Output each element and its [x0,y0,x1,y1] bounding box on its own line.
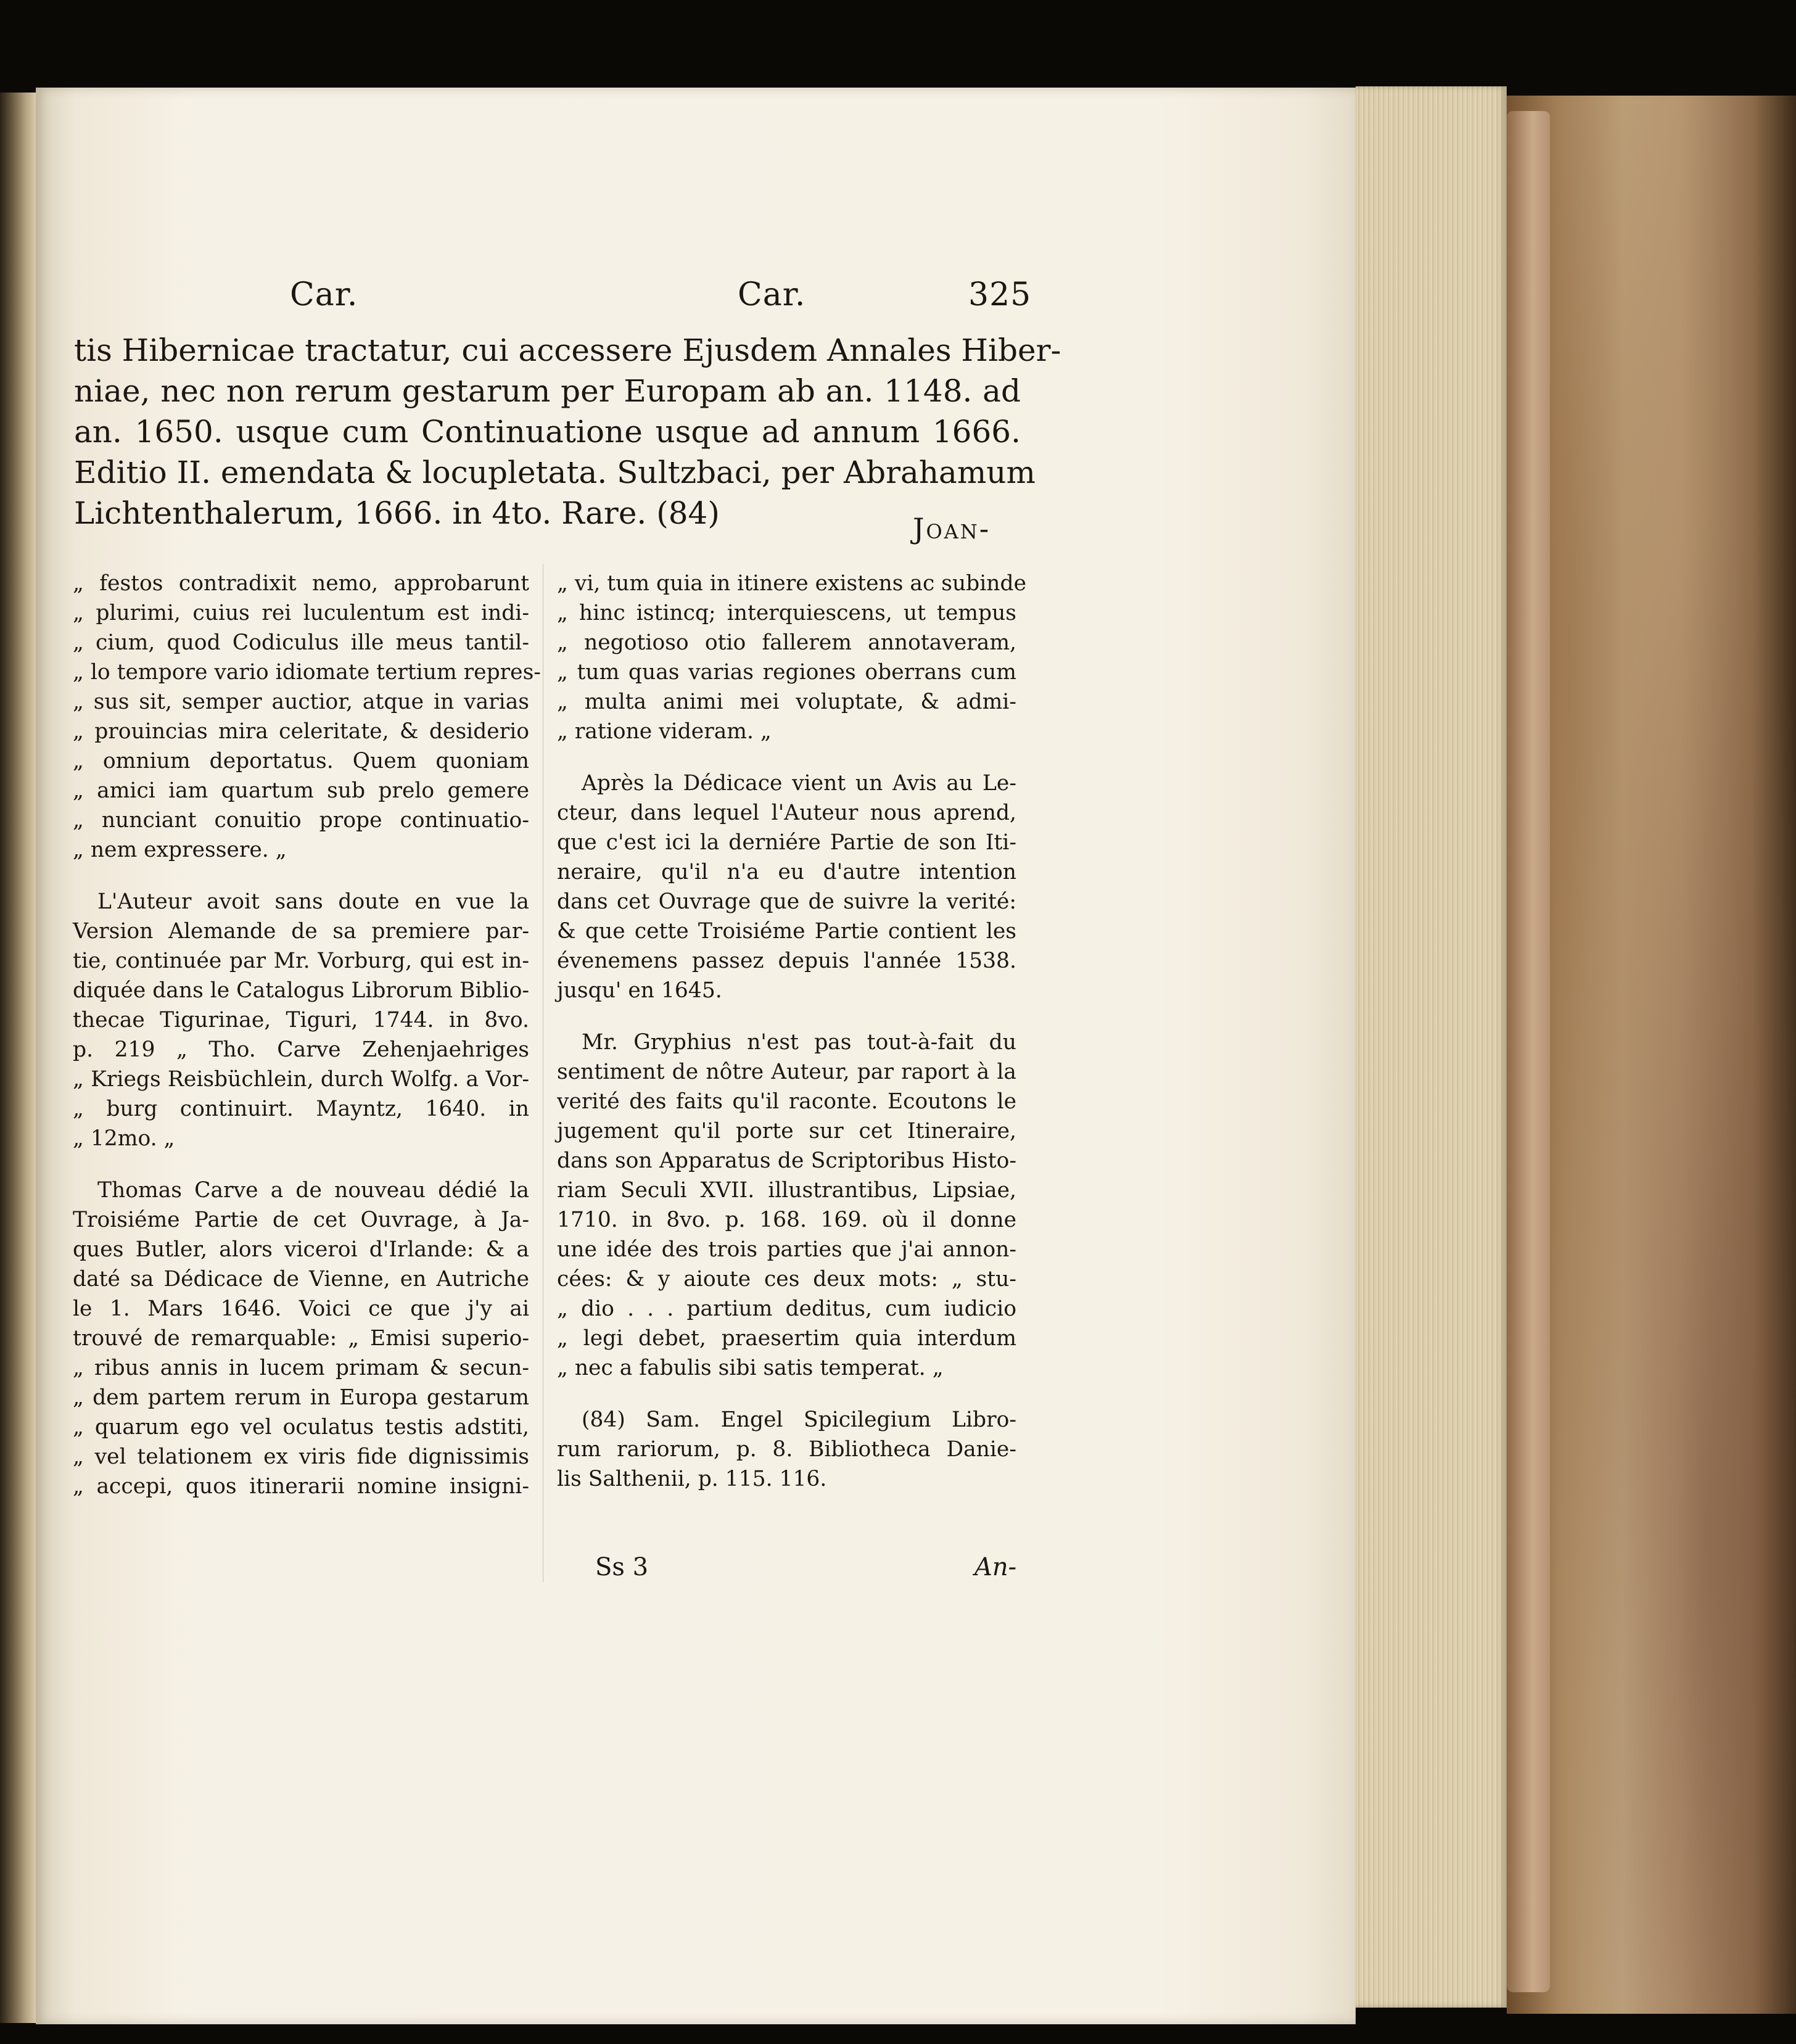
text-line: „ festos contradixit nemo, approbarunt [73,571,529,596]
text-line: lis Salthenii, p. 115. 116. [557,1467,827,1491]
text-line: „ plurimi, cuius rei luculentum est indi- [73,601,529,625]
text-line: riam Seculi XVII. illustrantibus, Lipsiae, [557,1178,1016,1203]
text-line: Après la Dédicace vient un Avis au Le- [582,771,1016,796]
text-line: „ Kriegs Reisbüchlein, durch Wolfg. a Vor- [73,1067,529,1092]
text-line: „ prouincias mira celeritate, & desiderio [73,719,529,744]
text-line: & que cette Troisiéme Partie contient les [557,919,1016,944]
text-line: an. 1650. usque cum Continuatione usque ad annum 1666. [74,414,1021,450]
text-line: dans son Apparatus de Scriptoribus Histo- [557,1148,1016,1173]
text-line: Mr. Gryphius n'est pas tout-à-fait du [582,1030,1016,1055]
text-line: cteur, dans lequel l'Auteur nous aprend, [557,801,1016,825]
text-line: niae, nec non rerum gestarum per Europam ab an. 1148. ad [74,373,1021,409]
text-line: „ 12mo. „ [73,1126,175,1151]
paragraph [557,1028,1016,1383]
paragraph [73,1176,529,1501]
text-line: que c'est ici la derniére Partie de son Iti- [557,830,1016,855]
text-line: „ nunciant conuitio prope continuatio- [73,808,529,833]
text-line: Troisiéme Partie de cet Ouvrage, à Ja- [73,1208,529,1232]
text-line: „ dem partem rerum in Europa gestarum [73,1385,529,1410]
text-line: cées: & y aioute ces deux mots: „ stu- [557,1267,1016,1292]
text-line: „ hinc istincq; interquiescens, ut tempus [557,601,1016,625]
paragraph [557,769,1016,1005]
paragraph [73,887,529,1153]
text-line: „ tum quas varias regiones oberrans cum [557,660,1016,685]
text-line: ques Butler, alors viceroi d'Irlande: & a [73,1237,529,1262]
text-line: tie, continuée par Mr. Vorburg, qui est in- [73,949,529,973]
text-line: 1710. in 8vo. p. 168. 169. où il donne [557,1208,1016,1232]
text-line: „ quarum ego vel oculatus testis adstiti, [73,1415,529,1440]
text-line: verité des faits qu'il raconte. Ecoutons le [557,1089,1016,1114]
text-line: Version Alemande de sa premiere par- [73,919,529,944]
facing-page-edge [0,93,36,2023]
text-line: „ cium, quod Codiculus ille meus tantil- [73,630,529,655]
cover-board-edge [1507,111,1550,1992]
book-cover [1507,96,1796,2014]
text-line: rum rariorum, p. 8. Bibliotheca Danie- [557,1437,1016,1462]
text-line: p. 219 „ Tho. Carve Zehenjaehriges [73,1037,529,1062]
text-line: le 1. Mars 1646. Voici ce que j'y ai [73,1296,529,1321]
text-line: „ dio . . . partium deditus, cum iudicio [557,1296,1016,1321]
text-line: sentiment de nôtre Auteur, par raport à la [557,1060,1016,1084]
text-line: trouvé de remarquable: „ Emisi superio- [73,1326,529,1351]
text-line: „ vi, tum quia in itinere existens ac subinde [557,571,1027,596]
text-line: „ nem expressere. „ [73,838,287,862]
text-line: jusqu' en 1645. [557,978,722,1003]
text-line: Thomas Carve a de nouveau dédié la [97,1178,529,1203]
text-line: neraire, qu'il n'a eu d'autre intention [557,860,1016,884]
text-line: (84) Sam. Engel Spicilegium Libro- [582,1407,1016,1432]
page-block-edges [1356,86,1507,2008]
text-line: „ nec a fabulis sibi satis temperat. „ [557,1356,944,1380]
text-line: „ ratione videram. „ [557,719,772,744]
text-line: daté sa Dédicace de Vienne, en Autriche [73,1267,529,1292]
text-line: „ ribus annis in lucem primam & secun- [73,1356,529,1380]
catchword-top: Joan- [913,512,991,545]
page-number: 325 [968,276,1032,313]
running-head-left: Car. [290,276,358,313]
text-line: „ lo tempore vario idiomate tertium repres- [73,660,541,685]
text-line: „ sus sit, semper auctior, atque in varias [73,690,529,714]
running-head-center: Car. [738,276,806,313]
right-column [557,569,1027,1516]
text-line: Editio II. emendata & locupletata. Sultzbaci, per Abrahamum [74,455,1036,490]
text-line: une idée des trois parties que j'ai annon- [557,1237,1016,1262]
text-line: L'Auteur avoit sans doute en vue la [97,889,529,914]
paragraph [73,569,541,865]
text-line: Lichtenthalerum, 1666. in 4to. Rare. (84) [74,495,720,531]
top-paragraph [74,330,1061,534]
text-line: „ accepi, quos itinerarii nomine insigni- [73,1474,529,1499]
text-line: évenemens passez depuis l'année 1538. [557,949,1016,973]
text-line: thecae Tigurinae, Tiguri, 1744. in 8vo. [73,1008,529,1032]
text-line: diquée dans le Catalogus Librorum Biblio- [73,978,530,1003]
text-line: „ burg continuirt. Mayntz, 1640. in [73,1097,529,1121]
text-line: „ negotioso otio fallerem annotaveram, [557,630,1016,655]
signature-mark: Ss 3 [595,1553,649,1581]
text-line: dans cet Ouvrage que de suivre la verité: [557,889,1016,914]
text-line: „ omnium deportatus. Quem quoniam [73,749,529,773]
text-line: „ legi debet, praesertim quia interdum [557,1326,1016,1351]
footnote [557,1405,1016,1494]
text-line: „ vel telationem ex viris fide dignissimis [73,1444,529,1469]
catchword-bottom: An- [974,1553,1017,1581]
text-line: „ multa animi mei voluptate, & admi- [557,690,1016,714]
left-column [73,569,541,1523]
paragraph [557,569,1027,746]
text-line: „ amici iam quartum sub prelo gemere [73,778,529,803]
text-line: jugement qu'il porte sur cet Itineraire, [557,1119,1016,1144]
text-line: tis Hibernicae tractatur, cui accessere Ejusdem Annales Hiber- [74,332,1061,368]
